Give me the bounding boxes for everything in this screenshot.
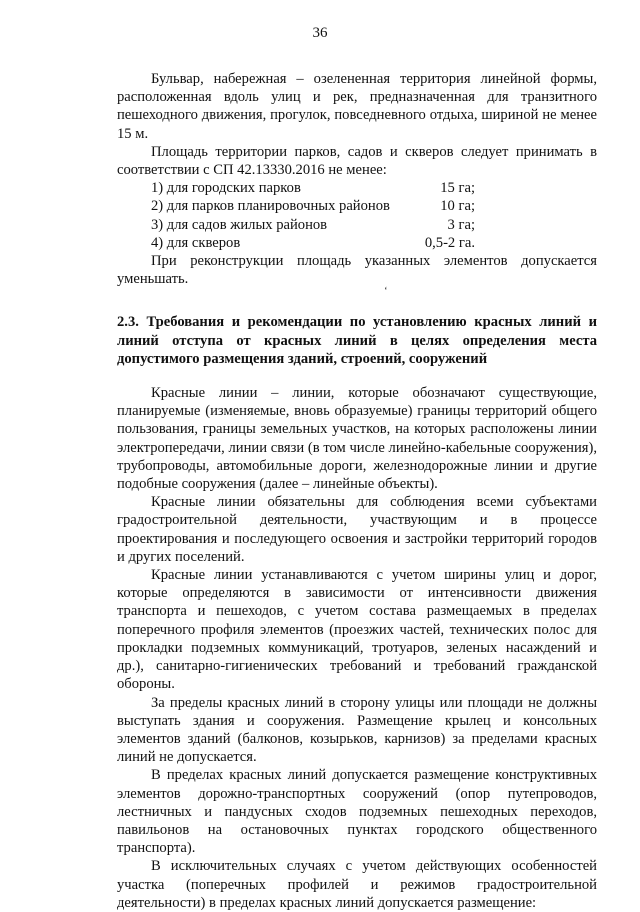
list-item [151, 197, 475, 215]
list-item-label: 2) для парков планировочных районов [151, 198, 390, 215]
red-lines-width: Красные линии устанавливаются с учетом ширины улиц и дорог, которые определяются в зависимости от интенсивности движения транспорта и пешеходов, с учетом состава размещаемых в пределах поперечного профиля элементов (проезжих частей, технических полос для прокладки подземных коммуникаций, тротуаров, зеленых насаждений и др.), санитарно-гигиенических требований и требований гражданской обороны. [117, 567, 597, 693]
list-item-value: 10 га; [440, 198, 475, 215]
red-lines-obligation: Красные линии обязательны для соблюдения всеми субъектами градостроительной деятельности, участвующим и в процессе проектирования и последующего освоения и застройки территорий городов и других поселений. [117, 494, 597, 565]
area-list [117, 179, 597, 252]
red-lines-definition: Красные линии – линии, которые обозначают существующие, планируемые (изменяемые, вновь образуемые) границы территорий общего пользования, границы земельных участков, на которых расположены линии электропередачи, линии связи (в том числе линейно-кабельные сооружения), трубопроводы, автомобильные дороги, железнодорожные линии и другие подобные сооружения (далее – линейные объекты). [117, 385, 597, 493]
park-area-paragraph: Площадь территории парков, садов и скверов следует принимать в соответствии с СП 42.13330.2016 не менее: [117, 143, 597, 179]
list-item-label: 4) для скверов [151, 234, 241, 251]
section-heading: 2.3. Требования и рекомендации по установлению красных линий и линий отступа от красных линий в целях определения места допустимого размещения зданий, строений, сооружений [117, 314, 597, 367]
list-item-label: 3) для садов жилых районов [151, 216, 328, 233]
list-item-value: 0,5-2 га. [424, 234, 475, 251]
stray-mark: ‘ [384, 285, 388, 297]
red-lines-protrusion: За пределы красных линий в сторону улицы или площади не должны выступать здания и сооружения. Размещение крылец и консольных элементов зданий (балконов, козырьков, карнизов) за пределами красных линий не допускается. [117, 694, 597, 766]
page-number: 36 [312, 25, 328, 41]
list-item [151, 234, 475, 252]
red-lines-structures: В пределах красных линий допускается размещение конструктивных элементов дорожно-транспортных сооружений (опор путепроводов, лестничных и пандусных сходов подземных пешеходных переходов, павильонов на остановочных пунктах городского общественного транспорта). [117, 767, 597, 857]
list-item [151, 216, 475, 234]
red-lines-exceptions: В исключительных случаях с учетом действующих особенностей участка (поперечных профилей и режимов градостроительной деятельности) в пределах красных линий допускается размещение: [117, 858, 597, 911]
list-item [151, 179, 475, 197]
list-item-label: 1) для городских парков [151, 180, 301, 197]
document-body [117, 70, 597, 912]
boulevard-paragraph: Бульвар, набережная – озелененная территория линейной формы, расположенная вдоль улиц и рек, предназначенная для транзитного пешеходного движения, прогулок, повседневного отдыха, шириной не менее 15 м. [117, 71, 597, 142]
list-item-value: 15 га; [440, 180, 475, 197]
reconstruction-note: При реконструкции площадь указанных элементов допускается уменьшать. [117, 253, 597, 288]
list-item-value: 3 га; [447, 216, 475, 233]
